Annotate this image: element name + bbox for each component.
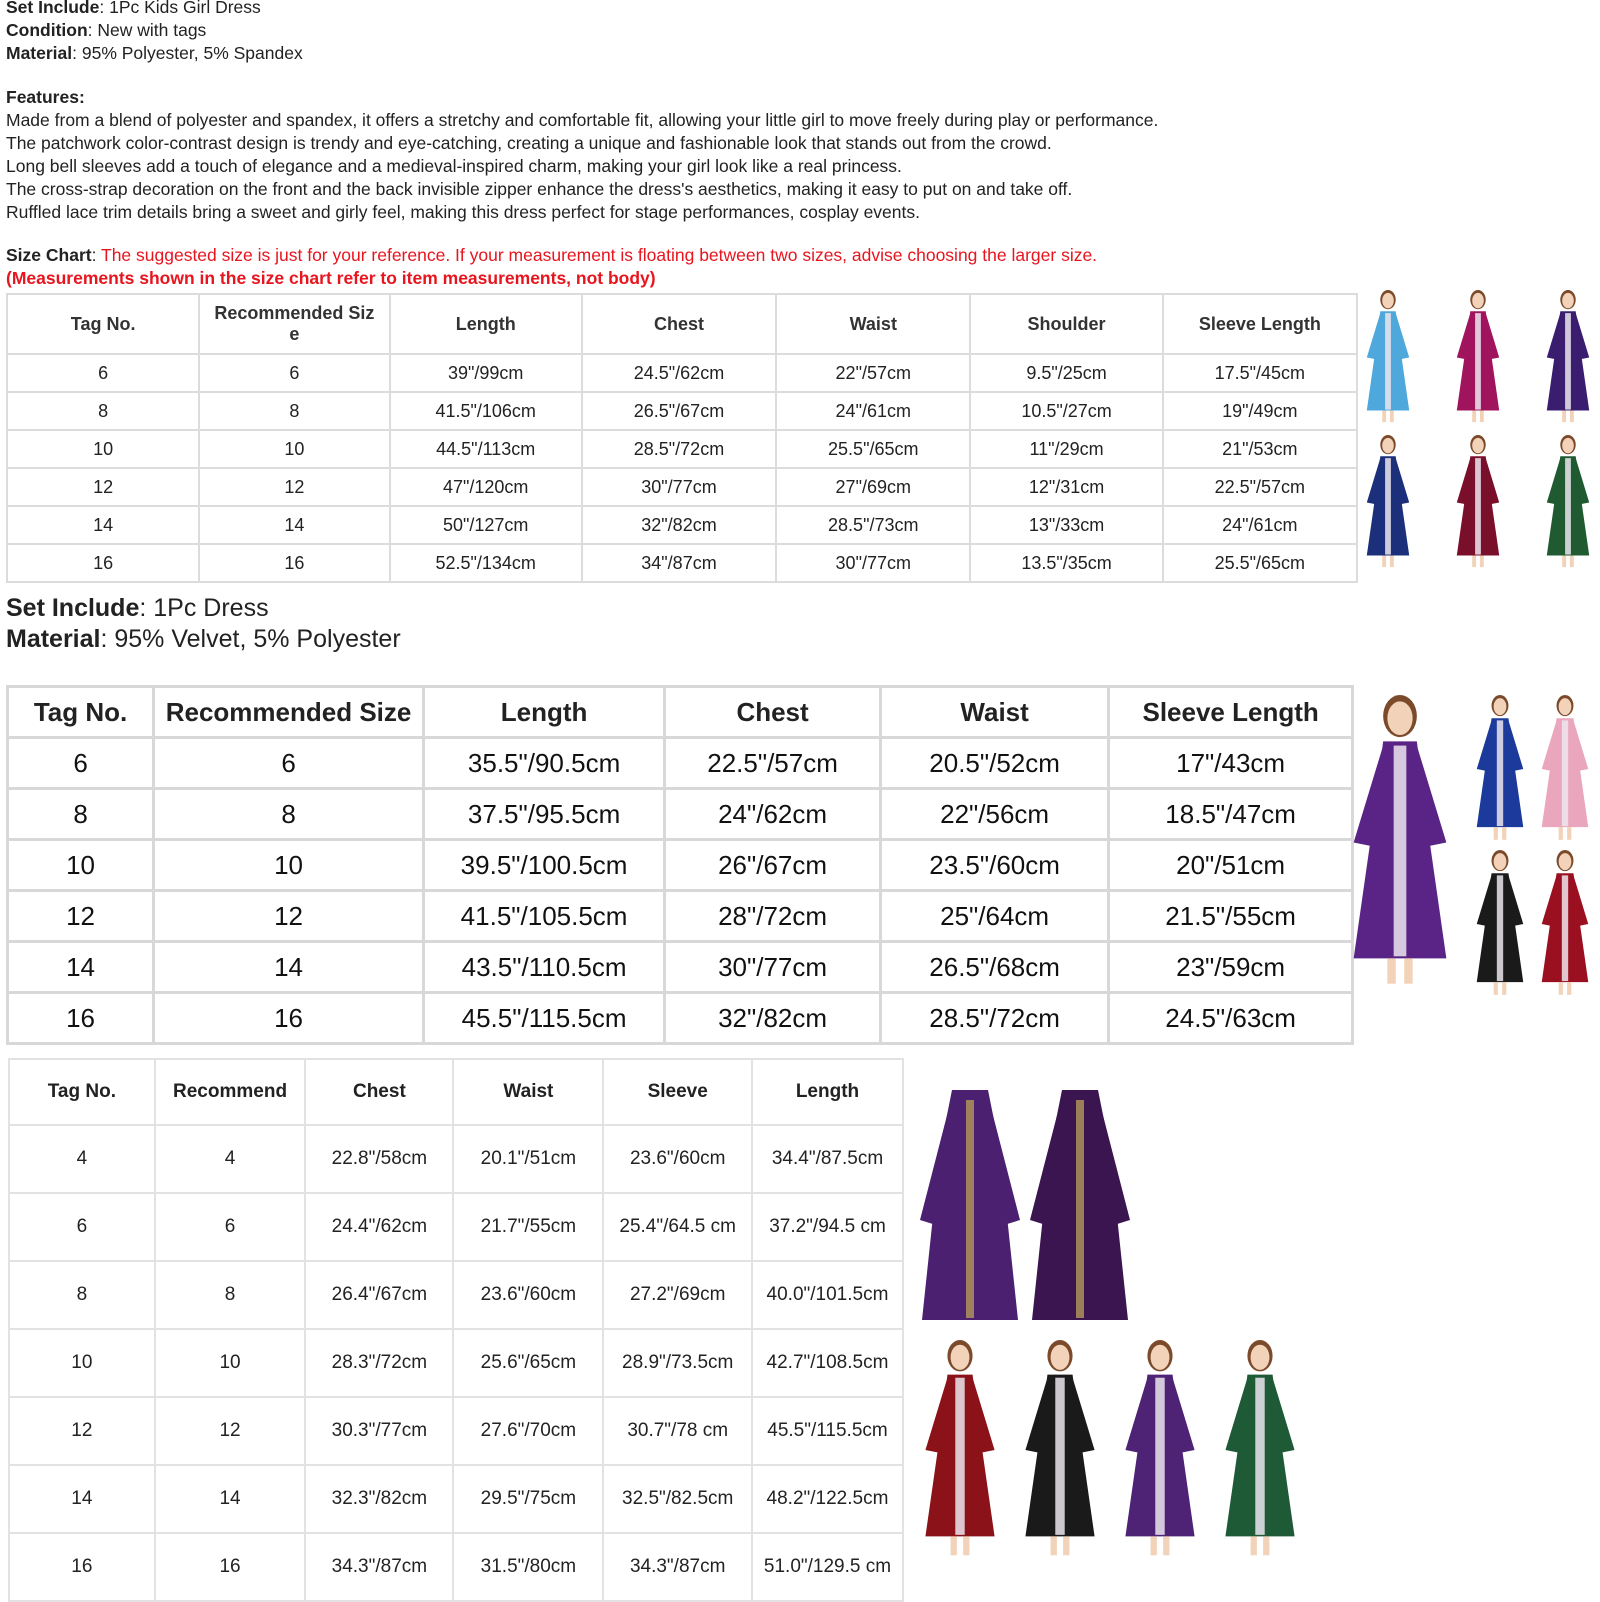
table-row	[9, 1261, 903, 1329]
table-cell: 17.5"/45cm	[1163, 354, 1357, 392]
table-cell: 35.5"/90.5cm	[423, 738, 664, 789]
table-cell: 31.5"/80cm	[453, 1533, 603, 1601]
table-row	[7, 430, 1357, 468]
dress-photo	[1354, 695, 1447, 984]
dress-photo	[1030, 1090, 1130, 1320]
table-cell: 41.5"/105.5cm	[423, 891, 664, 942]
feature-line: Ruffled lace trim details bring a sweet and girly feel, making this dress perfect for stage performances, cosplay events.	[6, 202, 920, 222]
size-table-2	[6, 685, 1354, 1045]
column-header: Recommended Siz e	[199, 294, 389, 354]
table-cell: 30"/77cm	[776, 544, 970, 582]
table-cell: 20.5"/52cm	[880, 738, 1108, 789]
table-cell: 24.5"/63cm	[1109, 993, 1353, 1044]
table-cell: 24.5"/62cm	[582, 354, 776, 392]
column-header: Chest	[582, 294, 776, 354]
table-cell: 34"/87cm	[582, 544, 776, 582]
table-cell: 6	[155, 1193, 306, 1261]
table-cell: 8	[9, 1261, 155, 1329]
table-cell: 44.5"/113cm	[390, 430, 582, 468]
table-cell: 28.5"/72cm	[880, 993, 1108, 1044]
set-include-value: : 1Pc Kids Girl Dress	[99, 0, 261, 17]
dress-photo	[925, 1340, 994, 1555]
table-cell: 24.4"/62cm	[305, 1193, 453, 1261]
table-row	[7, 392, 1357, 430]
table-cell: 26.5"/67cm	[582, 392, 776, 430]
size-chart-note: The suggested size is just for your reference. If your measurement is floating between two sizes, advise choosing the larger size.	[101, 245, 1098, 265]
table-cell: 10	[155, 1329, 306, 1397]
table-cell: 32.5"/82.5cm	[603, 1465, 752, 1533]
table-cell: 50"/127cm	[390, 506, 582, 544]
size-table-3	[8, 1058, 904, 1602]
table-cell: 8	[7, 392, 199, 430]
table-cell: 28.9"/73.5cm	[603, 1329, 752, 1397]
table-header-row	[9, 1059, 903, 1125]
dress-photo	[1547, 435, 1589, 567]
table-cell: 29.5"/75cm	[453, 1465, 603, 1533]
table-cell: 6	[154, 738, 424, 789]
table-cell: 16	[7, 544, 199, 582]
table-cell: 34.3"/87cm	[603, 1533, 752, 1601]
table-cell: 24"/61cm	[1163, 506, 1357, 544]
table-cell: 21.7"/55cm	[453, 1193, 603, 1261]
column-header: Sleeve Length	[1109, 687, 1353, 738]
table-cell: 30"/77cm	[582, 468, 776, 506]
set-include-label: Set Include	[6, 0, 100, 17]
material-line	[6, 42, 303, 65]
table-cell: 22"/57cm	[776, 354, 970, 392]
column-header: Chest	[665, 687, 881, 738]
table-cell: 4	[9, 1125, 155, 1193]
table-row	[7, 468, 1357, 506]
table-cell: 11"/29cm	[970, 430, 1162, 468]
table-cell: 48.2"/122.5cm	[752, 1465, 903, 1533]
condition-line	[6, 19, 206, 42]
set-include-2-label: Set Include	[6, 594, 140, 622]
table-cell: 24"/61cm	[776, 392, 970, 430]
table-header-row	[7, 294, 1357, 354]
table-cell: 21.5"/55cm	[1109, 891, 1353, 942]
size-chart-line: Size Chart: The suggested size is just for your reference. If your measurement is floating between two sizes, advise choosing the larger size.	[6, 245, 1098, 265]
condition-value: : New with tags	[87, 20, 207, 40]
table-cell: 6	[8, 738, 154, 789]
dress-photo	[1367, 435, 1409, 567]
table-cell: 16	[155, 1533, 306, 1601]
dress-photo	[920, 1090, 1020, 1320]
table-cell: 10	[199, 430, 389, 468]
table-row	[9, 1125, 903, 1193]
table-cell: 12	[7, 468, 199, 506]
table-cell: 28.5"/72cm	[582, 430, 776, 468]
table-cell: 32"/82cm	[582, 506, 776, 544]
table-cell: 26.4"/67cm	[305, 1261, 453, 1329]
table-cell: 12	[9, 1397, 155, 1465]
table-cell: 16	[9, 1533, 155, 1601]
table-cell: 25.5"/65cm	[1163, 544, 1357, 582]
table-cell: 47"/120cm	[390, 468, 582, 506]
table-cell: 24"/62cm	[665, 789, 881, 840]
table-cell: 30.7"/78 cm	[603, 1397, 752, 1465]
table-cell: 17"/43cm	[1109, 738, 1353, 789]
table-cell: 18.5"/47cm	[1109, 789, 1353, 840]
table-cell: 22"/56cm	[880, 789, 1108, 840]
condition-label: Condition	[6, 20, 88, 40]
column-header: Recommended Size	[154, 687, 424, 738]
table-cell: 8	[155, 1261, 306, 1329]
table-cell: 39.5"/100.5cm	[423, 840, 664, 891]
table-cell: 14	[8, 942, 154, 993]
column-header: Length	[752, 1059, 903, 1125]
set-include-2-line	[6, 594, 269, 623]
table-row	[8, 789, 1353, 840]
size-chart-label: Size Chart	[6, 245, 92, 265]
dress-photo	[1477, 850, 1524, 995]
table-cell: 16	[199, 544, 389, 582]
table-row	[9, 1193, 903, 1261]
table-cell: 6	[199, 354, 389, 392]
table-cell: 12	[199, 468, 389, 506]
feature-line: Made from a blend of polyester and spandex, it offers a stretchy and comfortable fit, allowing your little girl to move freely during play or performance.	[6, 110, 1159, 130]
table-cell: 30.3"/77cm	[305, 1397, 453, 1465]
dress-photo	[1457, 435, 1499, 567]
table-cell: 41.5"/106cm	[390, 392, 582, 430]
dress-photo	[1542, 850, 1589, 995]
table-row	[8, 942, 1353, 993]
table-row	[9, 1397, 903, 1465]
table-cell: 43.5"/110.5cm	[423, 942, 664, 993]
dress-photo	[1547, 290, 1589, 422]
material-label: Material	[6, 43, 73, 63]
table-row	[9, 1533, 903, 1601]
table-row	[7, 544, 1357, 582]
dress-photos-set-3	[920, 1090, 1340, 1570]
dress-photo	[1125, 1340, 1194, 1555]
table-row	[7, 506, 1357, 544]
column-header: Waist	[776, 294, 970, 354]
dress-photo	[1542, 695, 1589, 840]
dress-photo	[1025, 1340, 1094, 1555]
table-cell: 23.5"/60cm	[880, 840, 1108, 891]
features-label: Features:	[6, 87, 85, 107]
material-2-value: : 95% Velvet, 5% Polyester	[100, 625, 401, 653]
table-cell: 14	[155, 1465, 306, 1533]
table-cell: 16	[154, 993, 424, 1044]
table-cell: 14	[199, 506, 389, 544]
table-row	[8, 891, 1353, 942]
table-cell: 34.3"/87cm	[305, 1533, 453, 1601]
table-row	[8, 738, 1353, 789]
table-row	[9, 1465, 903, 1533]
dress-photos-set-2	[1350, 690, 1600, 1000]
table-cell: 30"/77cm	[665, 942, 881, 993]
table-cell: 12	[155, 1397, 306, 1465]
features-heading	[6, 86, 85, 109]
table-cell: 20"/51cm	[1109, 840, 1353, 891]
size-table-1	[6, 293, 1358, 583]
dress-photo	[1367, 290, 1409, 422]
table-cell: 34.4"/87.5cm	[752, 1125, 903, 1193]
feature-line: The cross-strap decoration on the front and the back invisible zipper enhance the dress's aesthetics, making it easy to put on and take off.	[6, 179, 1073, 199]
table-cell: 13"/33cm	[970, 506, 1162, 544]
table-cell: 27.2"/69cm	[603, 1261, 752, 1329]
column-header: Length	[390, 294, 582, 354]
table-header-row	[8, 687, 1353, 738]
column-header: Shoulder	[970, 294, 1162, 354]
table-cell: 8	[8, 789, 154, 840]
table-cell: 25.5"/65cm	[776, 430, 970, 468]
column-header: Tag No.	[8, 687, 154, 738]
column-header: Chest	[305, 1059, 453, 1125]
feature-line: Long bell sleeves add a touch of elegance and a medieval-inspired charm, making your girl look like a real princess.	[6, 156, 902, 176]
column-header: Length	[423, 687, 664, 738]
table-cell: 26.5"/68cm	[880, 942, 1108, 993]
table-cell: 12"/31cm	[970, 468, 1162, 506]
size-chart-note-2: (Measurements shown in the size chart refer to item measurements, not body)	[6, 268, 656, 288]
table-row	[8, 840, 1353, 891]
column-header: Tag No.	[7, 294, 199, 354]
column-header: Waist	[453, 1059, 603, 1125]
table-cell: 10	[8, 840, 154, 891]
table-cell: 27.6"/70cm	[453, 1397, 603, 1465]
table-cell: 6	[7, 354, 199, 392]
material-2-line	[6, 625, 401, 654]
table-cell: 39"/99cm	[390, 354, 582, 392]
column-header: Sleeve Length	[1163, 294, 1357, 354]
table-cell: 10	[154, 840, 424, 891]
table-cell: 45.5"/115.5cm	[423, 993, 664, 1044]
table-cell: 37.5"/95.5cm	[423, 789, 664, 840]
table-cell: 27"/69cm	[776, 468, 970, 506]
column-header: Waist	[880, 687, 1108, 738]
table-cell: 8	[199, 392, 389, 430]
table-cell: 13.5"/35cm	[970, 544, 1162, 582]
table-cell: 14	[7, 506, 199, 544]
column-header: Recommend	[155, 1059, 306, 1125]
table-cell: 25.6"/65cm	[453, 1329, 603, 1397]
table-cell: 23.6"/60cm	[603, 1125, 752, 1193]
dress-photos-set-1	[1360, 290, 1600, 580]
table-row	[7, 354, 1357, 392]
set-include-line	[6, 0, 261, 19]
table-cell: 40.0"/101.5cm	[752, 1261, 903, 1329]
table-cell: 32"/82cm	[665, 993, 881, 1044]
table-cell: 22.5"/57cm	[665, 738, 881, 789]
table-cell: 14	[9, 1465, 155, 1533]
table-cell: 14	[154, 942, 424, 993]
material-2-label: Material	[6, 625, 101, 653]
table-cell: 10	[7, 430, 199, 468]
table-cell: 28.5"/73cm	[776, 506, 970, 544]
table-cell: 6	[9, 1193, 155, 1261]
table-cell: 37.2"/94.5 cm	[752, 1193, 903, 1261]
table-cell: 28"/72cm	[665, 891, 881, 942]
table-cell: 20.1"/51cm	[453, 1125, 603, 1193]
table-cell: 25.4"/64.5 cm	[603, 1193, 752, 1261]
table-cell: 10	[9, 1329, 155, 1397]
table-cell: 52.5"/134cm	[390, 544, 582, 582]
table-cell: 12	[154, 891, 424, 942]
table-cell: 45.5"/115.5cm	[752, 1397, 903, 1465]
set-include-2-value: : 1Pc Dress	[139, 594, 269, 622]
table-cell: 51.0"/129.5 cm	[752, 1533, 903, 1601]
table-row	[8, 993, 1353, 1044]
material-value: : 95% Polyester, 5% Spandex	[72, 43, 303, 63]
table-cell: 8	[154, 789, 424, 840]
dress-photo	[1225, 1340, 1294, 1555]
table-cell: 28.3"/72cm	[305, 1329, 453, 1397]
table-cell: 23.6"/60cm	[453, 1261, 603, 1329]
table-cell: 19"/49cm	[1163, 392, 1357, 430]
table-cell: 22.5"/57cm	[1163, 468, 1357, 506]
table-cell: 42.7"/108.5cm	[752, 1329, 903, 1397]
table-cell: 4	[155, 1125, 306, 1193]
table-cell: 21"/53cm	[1163, 430, 1357, 468]
table-cell: 22.8"/58cm	[305, 1125, 453, 1193]
dress-photo	[1457, 290, 1499, 422]
dress-photo	[1477, 695, 1524, 840]
feature-line: The patchwork color-contrast design is trendy and eye-catching, creating a unique and fashionable look that stands out from the crowd.	[6, 133, 1052, 153]
table-cell: 16	[8, 993, 154, 1044]
table-cell: 12	[8, 891, 154, 942]
table-cell: 26"/67cm	[665, 840, 881, 891]
table-cell: 25"/64cm	[880, 891, 1108, 942]
table-cell: 32.3"/82cm	[305, 1465, 453, 1533]
column-header: Tag No.	[9, 1059, 155, 1125]
table-cell: 23"/59cm	[1109, 942, 1353, 993]
column-header: Sleeve	[603, 1059, 752, 1125]
table-row	[9, 1329, 903, 1397]
table-cell: 9.5"/25cm	[970, 354, 1162, 392]
table-cell: 10.5"/27cm	[970, 392, 1162, 430]
